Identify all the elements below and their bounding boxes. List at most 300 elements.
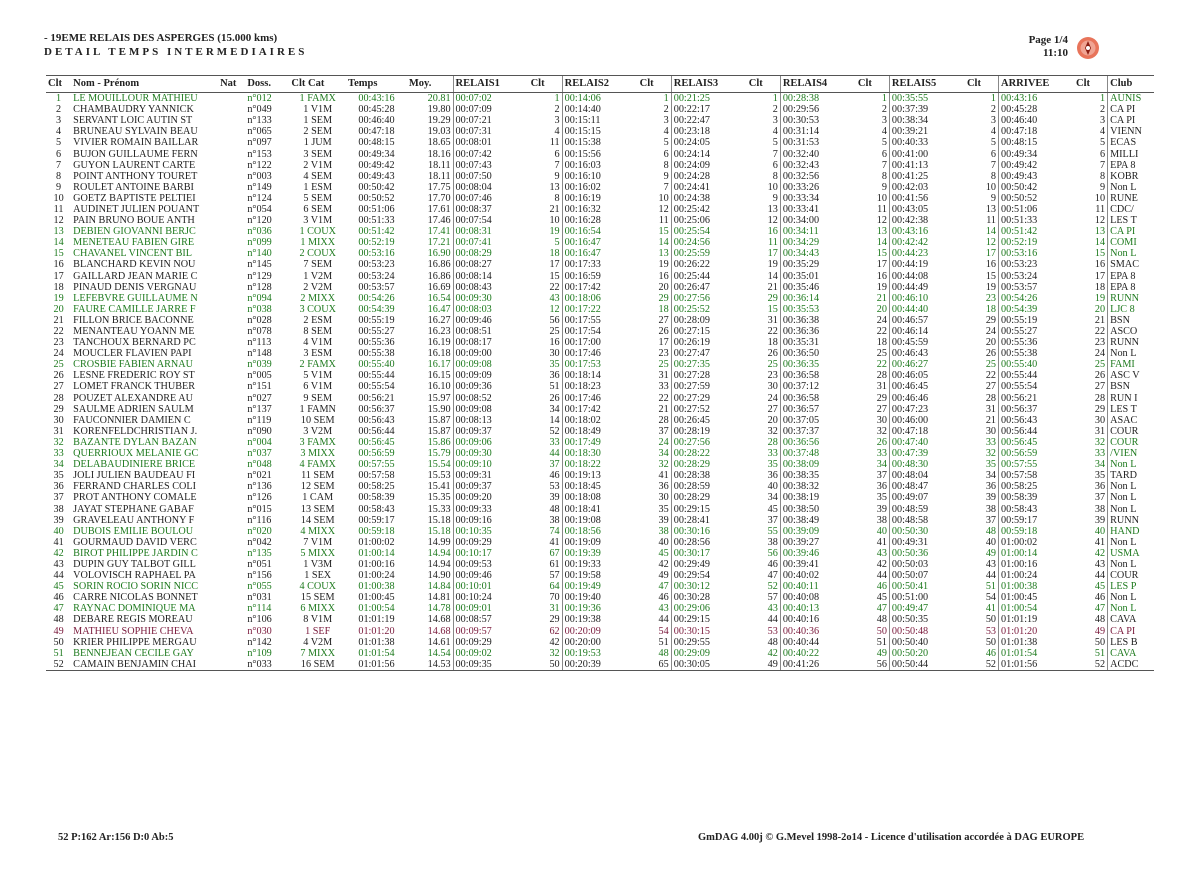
col-moy: 15.54 (427, 459, 451, 471)
col-relais3: 00:24:41 (671, 182, 747, 193)
col-clt-cat: 3 ESM (303, 348, 333, 360)
col-relais5-clt: 50 (985, 636, 997, 648)
col-relais5: 00:45:59 (889, 337, 965, 348)
col-arrivee-clt: 47 (1094, 603, 1106, 615)
col-arrivee-clt: 39 (1094, 514, 1106, 526)
col-doss: n°106 (247, 614, 272, 626)
col-relais5-clt: 18 (985, 303, 997, 315)
col-nat (218, 570, 245, 581)
col-arrivee: 00:52:19 (999, 237, 1075, 248)
col-relais2-clt: 19 (658, 259, 669, 271)
col-relais3-clt: 9 (772, 192, 778, 204)
col-moy-header: Moy. (407, 76, 453, 93)
col-relais4-clt: 44 (876, 570, 887, 582)
col-nat (218, 148, 245, 159)
col-arrivee: 00:46:40 (999, 115, 1075, 126)
col-moy: 14.94 (427, 547, 451, 559)
col-name: FAURE CAMILLE JARRE F (73, 303, 196, 315)
col-arrivee: 01:00:02 (999, 537, 1075, 548)
col-relais1: 00:09:57 (453, 626, 529, 637)
col-arrivee: 00:50:52 (999, 193, 1075, 204)
col-relais2: 00:17:53 (562, 359, 638, 370)
col-relais1-clt: 41 (549, 536, 560, 548)
page-info (1010, 34, 1068, 60)
col-doss: n°156 (247, 570, 272, 582)
col-moy: 14.94 (427, 558, 451, 570)
table-row (46, 492, 1154, 503)
col-clt: 43 (53, 558, 64, 570)
col-nat (218, 337, 245, 348)
col-relais5-clt: 4 (990, 126, 997, 138)
col-temps: 00:49:42 (358, 159, 395, 171)
col-doss: n°004 (247, 436, 272, 448)
col-relais4: 00:35:29 (780, 259, 856, 270)
col-relais2-clt: 28 (658, 414, 669, 426)
table-row (46, 315, 1154, 326)
col-relais2: 00:18:45 (562, 481, 638, 492)
col-relais1: 00:10:24 (453, 592, 529, 603)
col-relais1: 00:08:17 (453, 337, 529, 348)
col-arrivee: 00:51:06 (999, 204, 1075, 215)
col-doss: n°124 (247, 192, 272, 204)
col-clt: 13 (53, 226, 64, 238)
col-clt-cat: 4 COUX (299, 581, 336, 593)
table-row (46, 348, 1154, 359)
col-doss: n°137 (247, 403, 272, 415)
col-club: LJC 8 (1108, 304, 1154, 315)
col-arrivee: 00:53:24 (999, 271, 1075, 282)
table-row (46, 437, 1154, 448)
col-name: KRIER PHILIPPE MERGAU (73, 636, 197, 648)
col-relais5-clt: 11 (986, 215, 997, 227)
col-relais3-clt: 57 (767, 592, 778, 604)
col-relais1-clt: 26 (549, 392, 560, 404)
col-relais2-clt: 43 (658, 603, 669, 615)
col-relais5-clt: 36 (985, 481, 997, 493)
col-relais2-clt: 2 (663, 104, 669, 116)
table-row (46, 381, 1154, 392)
col-temps-header: Temps (346, 76, 407, 93)
table-row (46, 104, 1154, 115)
col-nat (218, 93, 245, 105)
col-relais3-clt: 55 (767, 525, 778, 537)
col-temps: 00:51:06 (358, 203, 395, 215)
col-clt: 11 (53, 203, 64, 215)
col-doss: n°128 (247, 281, 272, 293)
col-nat (218, 526, 245, 537)
col-relais5: 00:44:49 (889, 282, 965, 293)
col-relais1: 00:09:46 (453, 315, 529, 326)
col-club: EPA 8 (1108, 282, 1154, 293)
col-relais5-clt: 31 (985, 403, 997, 415)
col-relais1-clt: 34 (549, 403, 560, 415)
col-relais2-clt: 46 (658, 592, 669, 604)
col-relais2-clt: 14 (658, 237, 669, 249)
col-arrivee: 00:59:18 (999, 526, 1075, 537)
col-relais4: 00:34:43 (780, 248, 856, 259)
col-relais2-clt: 10 (658, 192, 669, 204)
col-relais5: 00:48:59 (889, 503, 965, 514)
col-relais3: 00:28:56 (671, 537, 747, 548)
col-relais4-clt: 47 (876, 603, 887, 615)
col-relais4-clt: 48 (876, 614, 887, 626)
col-club: ASCO (1108, 326, 1154, 337)
col-temps: 01:00:24 (358, 570, 395, 582)
col-clt-cat: 2 SEM (303, 126, 333, 138)
col-name: MENETEAU FABIEN GIRE (73, 237, 195, 249)
col-doss-header: Doss. (245, 76, 289, 93)
col-relais5: 00:41:25 (889, 171, 965, 182)
col-relais3: 00:28:19 (671, 426, 747, 437)
col-name: GOETZ BAPTISTE PELTIEI (73, 192, 196, 204)
col-nat (218, 481, 245, 492)
col-relais4-clt: 49 (876, 647, 887, 659)
col-doss: n°133 (247, 115, 272, 127)
col-arrivee-clt: 34 (1094, 459, 1106, 471)
col-nat (218, 637, 245, 648)
col-relais2: 00:14:40 (562, 104, 638, 115)
col-relais1: 00:08:03 (453, 304, 529, 315)
col-clt-cat: 15 SEM (300, 592, 335, 604)
col-doss: n°012 (247, 93, 272, 105)
col-relais2-clt: 34 (658, 448, 669, 460)
col-name: DELABAUDINIERE BRICE (73, 459, 196, 471)
col-relais3: 00:28:09 (671, 315, 747, 326)
col-moy: 14.81 (427, 592, 451, 604)
col-club: CA PI (1108, 226, 1154, 237)
col-arrivee-clt: 52 (1074, 659, 1108, 671)
col-arrivee-clt: 13 (1094, 226, 1106, 238)
col-relais3-clt: 10 (767, 181, 778, 193)
col-relais5: 00:49:31 (889, 537, 965, 548)
col-arrivee-clt: 12 (1094, 215, 1106, 227)
col-relais4-clt: 19 (876, 281, 887, 293)
col-clt-cat: 3 MIXX (300, 448, 336, 460)
col-relais2: 00:14:06 (562, 93, 638, 105)
col-relais3: 00:25:44 (671, 271, 747, 282)
col-name: LE MOUILLOUR MATHIEU (73, 93, 198, 105)
col-clt: 20 (53, 303, 64, 315)
col-doss: n°136 (247, 481, 272, 493)
col-relais2: 00:17:42 (562, 404, 638, 415)
col-relais2-clt: 12 (658, 203, 669, 215)
col-relais5: 00:46:00 (889, 415, 965, 426)
col-relais4: 00:40:44 (780, 637, 856, 648)
col-relais5-clt: 54 (985, 592, 997, 604)
col-relais3-clt: 53 (767, 625, 778, 637)
col-relais1: 00:07:54 (453, 215, 529, 226)
col-clt-cat: 4 MIXX (300, 525, 336, 537)
col-moy: 15.87 (427, 425, 451, 437)
col-relais1: 00:09:33 (453, 503, 529, 514)
col-relais4-clt: 34 (876, 459, 887, 471)
col-doss: n°145 (247, 259, 272, 271)
col-clt-cat: 3 FAMX (299, 436, 336, 448)
col-moy: 14.78 (427, 603, 451, 615)
table-row (46, 626, 1154, 637)
col-relais3: 00:25:59 (671, 248, 747, 259)
col-relais3: 00:27:47 (671, 348, 747, 359)
col-nat (218, 370, 245, 381)
col-doss: n°027 (247, 392, 272, 404)
col-arrivee-clt: 20 (1094, 303, 1106, 315)
col-club: Non L (1108, 348, 1154, 359)
col-relais1-clt: 2 (554, 104, 560, 116)
col-nat (218, 237, 245, 248)
col-arrivee: 01:01:56 (999, 659, 1075, 671)
col-temps: 00:53:24 (358, 270, 395, 282)
table-row (46, 459, 1154, 470)
col-relais2: 00:18:23 (562, 381, 638, 392)
col-relais5-clt: 20 (985, 337, 997, 349)
col-relais3: 00:28:29 (671, 459, 747, 470)
col-moy: 15.86 (427, 436, 451, 448)
table-row (46, 193, 1154, 204)
col-name: SAULME ADRIEN SAULM (73, 403, 194, 415)
col-relais2: 00:16:59 (562, 271, 638, 282)
col-clt: 30 (53, 414, 64, 426)
col-temps: 00:57:58 (358, 470, 395, 482)
col-relais2-clt: 18 (658, 303, 669, 315)
col-relais3: 00:25:06 (671, 215, 747, 226)
col-relais1: 00:07:42 (453, 148, 529, 159)
col-relais4-clt: 28 (876, 370, 887, 382)
col-relais2-clt: 45 (658, 547, 669, 559)
col-relais3-clt: 3 (772, 115, 778, 127)
col-arrivee: 00:56:37 (999, 404, 1075, 415)
col-clt-cat-header: Clt Cat (289, 76, 346, 93)
col-moy: 16.47 (427, 303, 451, 315)
col-relais5-clt: 48 (985, 525, 997, 537)
col-moy: 15.18 (427, 514, 451, 526)
col-arrivee: 00:56:44 (999, 426, 1075, 437)
col-moy: 19.03 (427, 126, 451, 138)
col-clt: 51 (53, 647, 64, 659)
col-arrivee-clt: 25 (1094, 359, 1106, 371)
col-name: FAUCONNIER DAMIEN C (73, 414, 191, 426)
col-relais4-clt: 42 (876, 558, 887, 570)
col-relais5: 00:46:10 (889, 293, 965, 304)
col-relais2: 00:16:28 (562, 215, 638, 226)
col-arrivee-clt: 36 (1094, 481, 1106, 493)
col-temps: 00:59:17 (358, 514, 395, 526)
col-temps: 00:59:18 (358, 525, 395, 537)
col-relais3-clt: 42 (767, 647, 778, 659)
col-doss: n°120 (247, 215, 272, 227)
col-relais1-clt: 43 (549, 292, 560, 304)
col-temps: 01:01:38 (358, 636, 395, 648)
col-clt: 32 (53, 436, 64, 448)
col-relais1-clt: 70 (549, 592, 560, 604)
col-relais5: 00:50:35 (889, 614, 965, 625)
col-relais5: 00:47:23 (889, 404, 965, 415)
col-relais3: 00:30:16 (671, 526, 747, 537)
col-relais2: 00:17:00 (562, 337, 638, 348)
col-temps: 00:56:45 (358, 436, 395, 448)
col-name: DUPIN GUY TALBOT GILL (73, 558, 196, 570)
col-doss: n°055 (247, 581, 272, 593)
col-temps: 00:54:26 (358, 292, 395, 304)
col-relais5: 00:48:58 (889, 515, 965, 526)
col-relais2: 00:16:47 (562, 248, 638, 259)
col-relais4-clt: 50 (876, 625, 887, 637)
col-relais3: 00:22:17 (671, 104, 747, 115)
col-relais5: 00:40:33 (889, 137, 965, 148)
col-relais2-clt: 48 (658, 647, 669, 659)
col-relais4-clt: 26 (876, 436, 887, 448)
col-clt: 34 (53, 459, 64, 471)
col-arrivee: 00:56:59 (999, 448, 1075, 459)
table-row (46, 426, 1154, 437)
col-relais5-clt: 8 (990, 170, 997, 182)
col-relais2: 00:19:53 (562, 648, 638, 659)
col-temps: 01:01:54 (358, 647, 395, 659)
col-relais5-clt: 32 (985, 448, 997, 460)
col-relais5-clt: 2 (990, 104, 997, 116)
col-temps: 00:49:34 (358, 148, 395, 160)
col-relais4-clt: 51 (876, 636, 887, 648)
col-club: CA PI (1108, 626, 1154, 637)
col-relais3-clt: 29 (767, 292, 778, 304)
col-relais5: 00:41:13 (889, 160, 965, 171)
col-relais1-clt: 25 (549, 326, 560, 338)
table-row (46, 404, 1154, 415)
col-clt-cat: 14 SEM (300, 514, 335, 526)
col-doss: n°090 (247, 425, 272, 437)
col-relais1: 00:10:01 (453, 581, 529, 592)
col-relais4: 00:38:35 (780, 470, 856, 481)
col-arrivee: 00:58:25 (999, 481, 1075, 492)
col-relais2-clt: 47 (658, 581, 669, 593)
col-nat (218, 204, 245, 215)
col-relais5: 00:42:38 (889, 215, 965, 226)
col-relais1: 00:07:50 (453, 171, 529, 182)
col-name: AUDINET JULIEN POUANT (73, 203, 200, 215)
col-moy: 16.69 (427, 281, 451, 293)
col-relais4-clt: 36 (876, 481, 887, 493)
col-nat (218, 470, 245, 481)
col-moy: 15.53 (427, 470, 451, 482)
col-relais3: 00:28:59 (671, 481, 747, 492)
col-name: PAIN BRUNO BOUE ANTH (73, 215, 195, 227)
col-relais1-clt: 16 (549, 337, 560, 349)
col-relais5: 00:50:40 (889, 637, 965, 648)
col-club: ACDC (1108, 659, 1154, 671)
col-name: BIROT PHILIPPE JARDIN C (73, 547, 198, 559)
col-relais4-clt: 6 (881, 148, 887, 160)
col-temps: 00:46:40 (358, 115, 395, 127)
col-relais4: 00:40:02 (780, 570, 856, 581)
col-relais1: 00:08:13 (453, 415, 529, 426)
col-clt: 38 (53, 503, 64, 515)
col-relais2-clt: 1 (663, 93, 669, 105)
col-temps: 00:58:39 (358, 492, 395, 504)
col-relais5-clt: 26 (985, 348, 997, 360)
col-relais4-clt: 11 (877, 203, 887, 215)
col-club: VIENN (1108, 126, 1154, 137)
race-title: - 19EME RELAIS DES ASPERGES (15.000 kms) (44, 32, 278, 44)
col-relais3: 00:26:19 (671, 337, 747, 348)
col-relais1: 00:07:02 (453, 93, 529, 105)
col-relais1: 00:07:21 (453, 115, 529, 126)
col-temps: 00:51:33 (358, 215, 395, 227)
col-nat (218, 193, 245, 204)
table-row (46, 115, 1154, 126)
col-nat (218, 515, 245, 526)
col-relais2-clt: 36 (658, 481, 669, 493)
col-relais4: 00:33:26 (780, 182, 856, 193)
col-arrivee: 01:01:19 (999, 614, 1075, 625)
col-arrivee: 00:45:28 (999, 104, 1075, 115)
col-nat (218, 226, 245, 237)
col-relais2: 00:16:54 (562, 226, 638, 237)
col-relais2-clt: 33 (658, 381, 669, 393)
col-relais3: 00:27:56 (671, 293, 747, 304)
col-relais4-clt: 33 (876, 448, 887, 460)
col-relais5-clt: 3 (990, 115, 997, 127)
col-club: KOBR (1108, 171, 1154, 182)
col-clt: 35 (53, 470, 64, 482)
col-temps: 00:55:27 (358, 326, 395, 338)
col-relais4: 00:34:11 (780, 226, 856, 237)
col-moy: 15.18 (427, 525, 451, 537)
col-relais3-clt: 18 (767, 337, 778, 349)
col-relais3-clt: 43 (767, 603, 778, 615)
col-moy: 15.33 (427, 503, 451, 515)
col-clt: 18 (53, 281, 64, 293)
col-relais5-clt: 44 (985, 570, 997, 582)
col-relais1-clt: 56 (549, 314, 560, 326)
col-club: COUR (1108, 570, 1154, 581)
col-relais3-clt: 27 (767, 403, 778, 415)
col-arrivee: 00:55:38 (999, 348, 1075, 359)
col-name: POINT ANTHONY TOURET (73, 170, 198, 182)
col-relais4: 00:29:56 (780, 104, 856, 115)
col-name: MOUCLER FLAVIEN PAPI (73, 348, 192, 360)
col-nat-header: Nat (218, 76, 245, 93)
col-relais2: 00:19:33 (562, 559, 638, 570)
col-doss: n°116 (247, 514, 272, 526)
col-moy: 17.75 (427, 181, 451, 193)
col-temps: 00:54:39 (358, 303, 395, 315)
col-moy: 16.19 (427, 337, 451, 349)
col-arrivee: 00:53:23 (999, 259, 1075, 270)
col-relais2: 00:18:49 (562, 426, 638, 437)
col-relais1-clt: 57 (549, 570, 560, 582)
col-clt: 45 (53, 581, 64, 593)
col-club: COMI (1108, 237, 1154, 248)
col-doss: n°003 (247, 170, 272, 182)
col-moy: 17.61 (427, 203, 451, 215)
col-relais2-clt: 21 (658, 403, 669, 415)
col-temps: 00:45:28 (358, 104, 395, 116)
col-club: Non L (1108, 459, 1154, 470)
col-moy: 14.53 (407, 659, 453, 671)
col-nat (218, 448, 245, 459)
col-relais1: 00:09:00 (453, 348, 529, 359)
col-relais2: 00:16:47 (562, 237, 638, 248)
col-relais2-clt: 32 (658, 459, 669, 471)
col-relais2: 00:19:38 (562, 614, 638, 625)
col-temps: 00:43:16 (358, 93, 395, 105)
col-doss: n°149 (247, 181, 272, 193)
col-nat (218, 581, 245, 592)
table-row (46, 448, 1154, 459)
col-moy: 16.54 (427, 292, 451, 304)
col-relais1: 00:09:20 (453, 492, 529, 503)
col-relais1-clt: 30 (549, 348, 560, 360)
table-row (46, 137, 1154, 148)
